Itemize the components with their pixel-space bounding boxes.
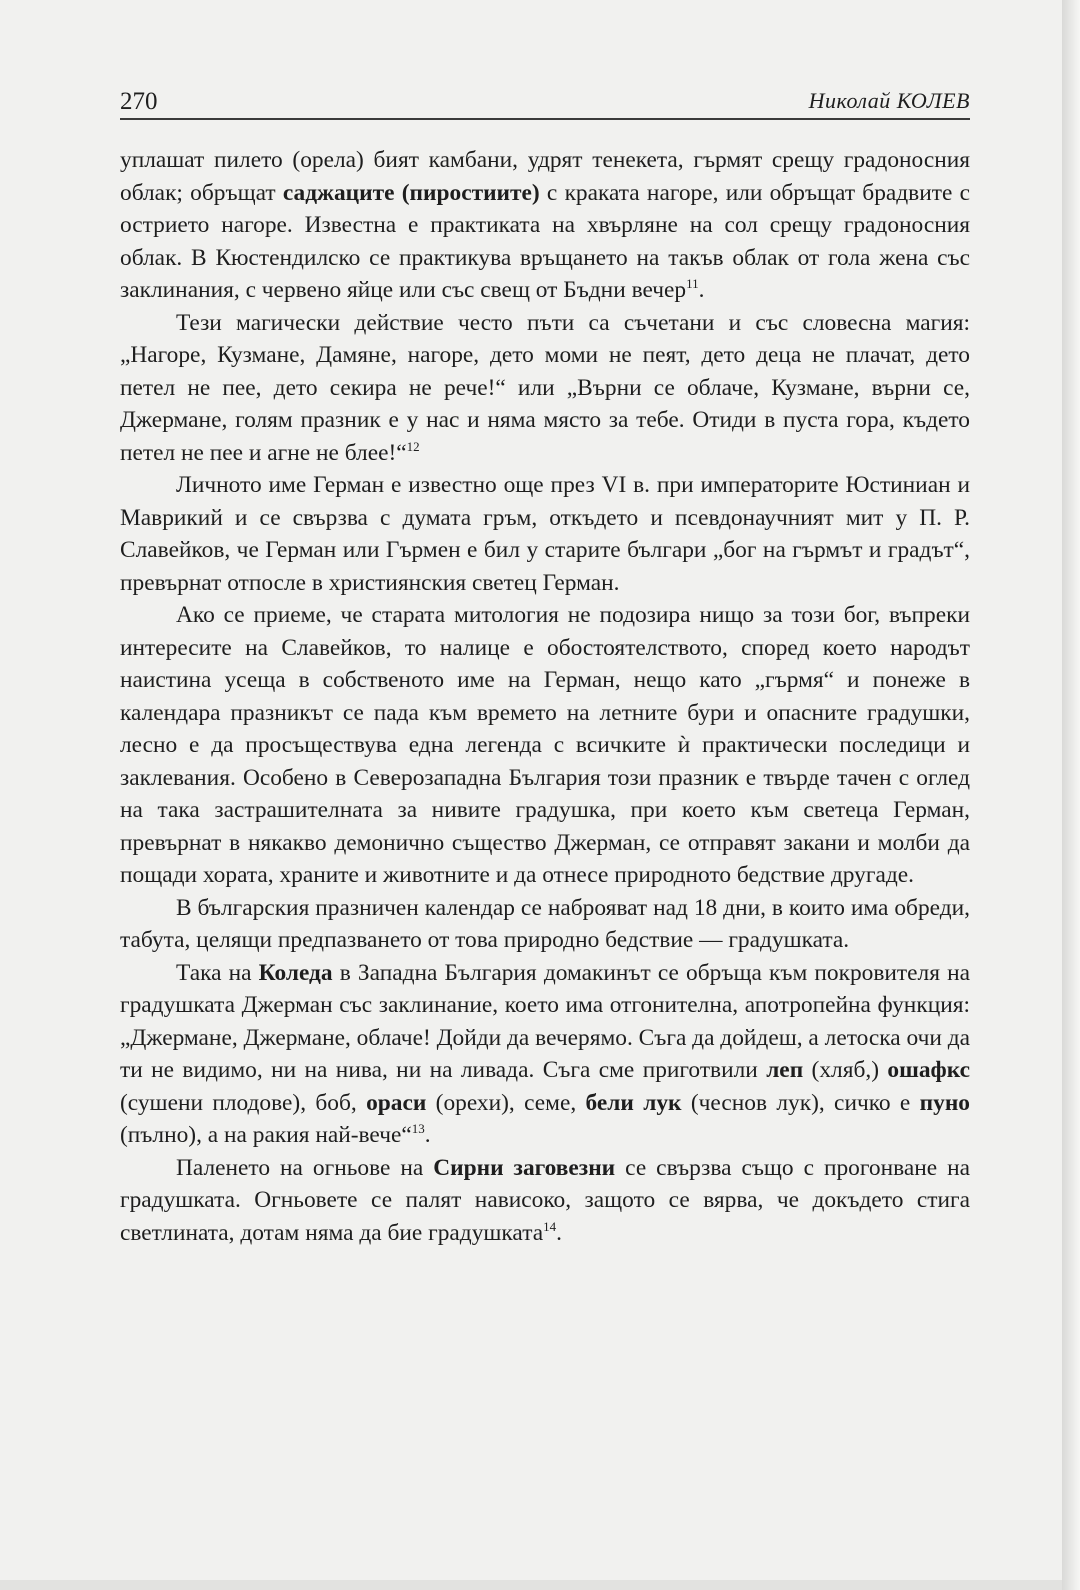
paragraph [120, 957, 970, 1152]
bold-term: ораси [366, 1089, 427, 1116]
text-run: Ако се приеме, че старата митология не подозира нищо за този бог, въпреки интересите на Славейков, то налице е обостоятелството, според което народът наистина усеща в собственото име на Герман, нещо като „гърмя“ и понеже в календара празникът се пада към времето на летните бури и опасните градушки, лесно е да просъществува една легенда с всичките ѝ практически последици и заклевания. Особено в Северозападна България този празник е твърде тачен с оглед на така застрашителната за нивите градушка, при което към светеца Герман, превърнат в някакво демонично същество Джерман, се отправят закани и молби да пощади хората, храните и животните и да отнесе природното бедствие другаде. [120, 602, 970, 888]
page-edge-shadow [1062, 0, 1080, 1590]
text-run: Така на [176, 959, 259, 986]
text-run: . [556, 1219, 562, 1246]
bold-term: бели лук [585, 1089, 682, 1116]
text-run: се свързва също с прогонване на градушката. Огньовете се палят нависоко, защото се вярва, че докъдето стига светлината, дотам няма да бие градушката [120, 1154, 970, 1246]
paragraph [120, 1152, 970, 1250]
footnote-ref: 11 [686, 276, 699, 291]
paragraph [120, 144, 970, 307]
bold-term: леп [766, 1057, 804, 1083]
text-run: (хляб,) [803, 1057, 888, 1083]
footnote-ref: 13 [411, 1121, 425, 1136]
text-run: (орехи), семе, [426, 1089, 586, 1116]
text-run: Паленето на огньове на [176, 1154, 434, 1181]
page-header [120, 84, 970, 120]
running-head-author: Николай КОЛЕВ [808, 88, 970, 113]
paragraph [120, 599, 970, 892]
text-run: Личното име Герман е известно още през VI в. при императорите Юстиниан и Маврикий и се свързва с думата гръм, откъдето и псевдонаучният мит у П. Р. Славейков, че Герман или Гърмен е бил у старите българи „бог на гърмът и градът“, превърнат отпосле в християнския светец Герман. [120, 472, 970, 596]
text-run: . [698, 277, 705, 303]
bold-term: саджаците (пиростиите) [282, 179, 540, 206]
bold-term: Сирни заговезни [433, 1154, 616, 1181]
bold-term: пуно [919, 1089, 970, 1116]
text-run: (пълно), а на ракия най-вече“ [120, 1122, 412, 1148]
body-text [120, 144, 970, 1249]
text-run: Тези магически действие често пъти са съчетани и със словесна магия: „Нагоре, Кузмане, Дамяне, нагоре, дето моми не пеят, дето деца не плачат, дето петел не пее, дето секира не рече!“ или „Върни се облаче, Кузмане, върни се, Джермане, голям празник е у нас и няма място за тебе. Отиди в пуста гора, където петел не пее и агне не блее!“ [120, 309, 970, 466]
header-rule [120, 118, 970, 120]
text-run: уплашат пилето (орела) бият камбани, удрят тенекета, гърмят срещу градоносния облак; обръщат [120, 147, 970, 206]
text-run: В българския празничен календар се наброяват над 18 дни, в които има обреди, табута, целящи предпазването от това природно бедствие — градушката. [120, 894, 970, 953]
paragraph [120, 469, 970, 599]
bold-term: Коледа [258, 959, 333, 986]
text-run: с краката нагоре, или обръщат брадвите с острието нагоре. Известна е практиката на хвърляне на сол срещу градоносния облак. В Кюстендилско се практикува връщането на такъв облак от гола жена със заклинания, с червено яйце или със свещ от Бъдни вечер [120, 179, 970, 303]
paragraph [120, 307, 970, 470]
bold-term: ошафкс [887, 1057, 970, 1083]
footnote-ref: 12 [406, 438, 420, 454]
text-run: в Западна България домакинът се обръща към покровителя на градушката Джерман със заклинание, което има отгонителна, апотропейна функция: „Джермане, Джермане, облаче! Дойди да вечерямо. Съга да дойдеш, а летоска очи да ти не видимо, ни на нива, ни на ливада. Съга сме приготвили [120, 959, 971, 1083]
footnote-ref: 14 [543, 1218, 557, 1234]
text-run: (сушени плодове), боб, [120, 1089, 367, 1116]
page-bottom-edge [0, 1580, 1062, 1590]
paragraph [120, 892, 970, 957]
page-number: 270 [120, 88, 158, 115]
text-run: . [424, 1122, 431, 1148]
text-run: (чеснов лук), сичко е [681, 1089, 920, 1116]
